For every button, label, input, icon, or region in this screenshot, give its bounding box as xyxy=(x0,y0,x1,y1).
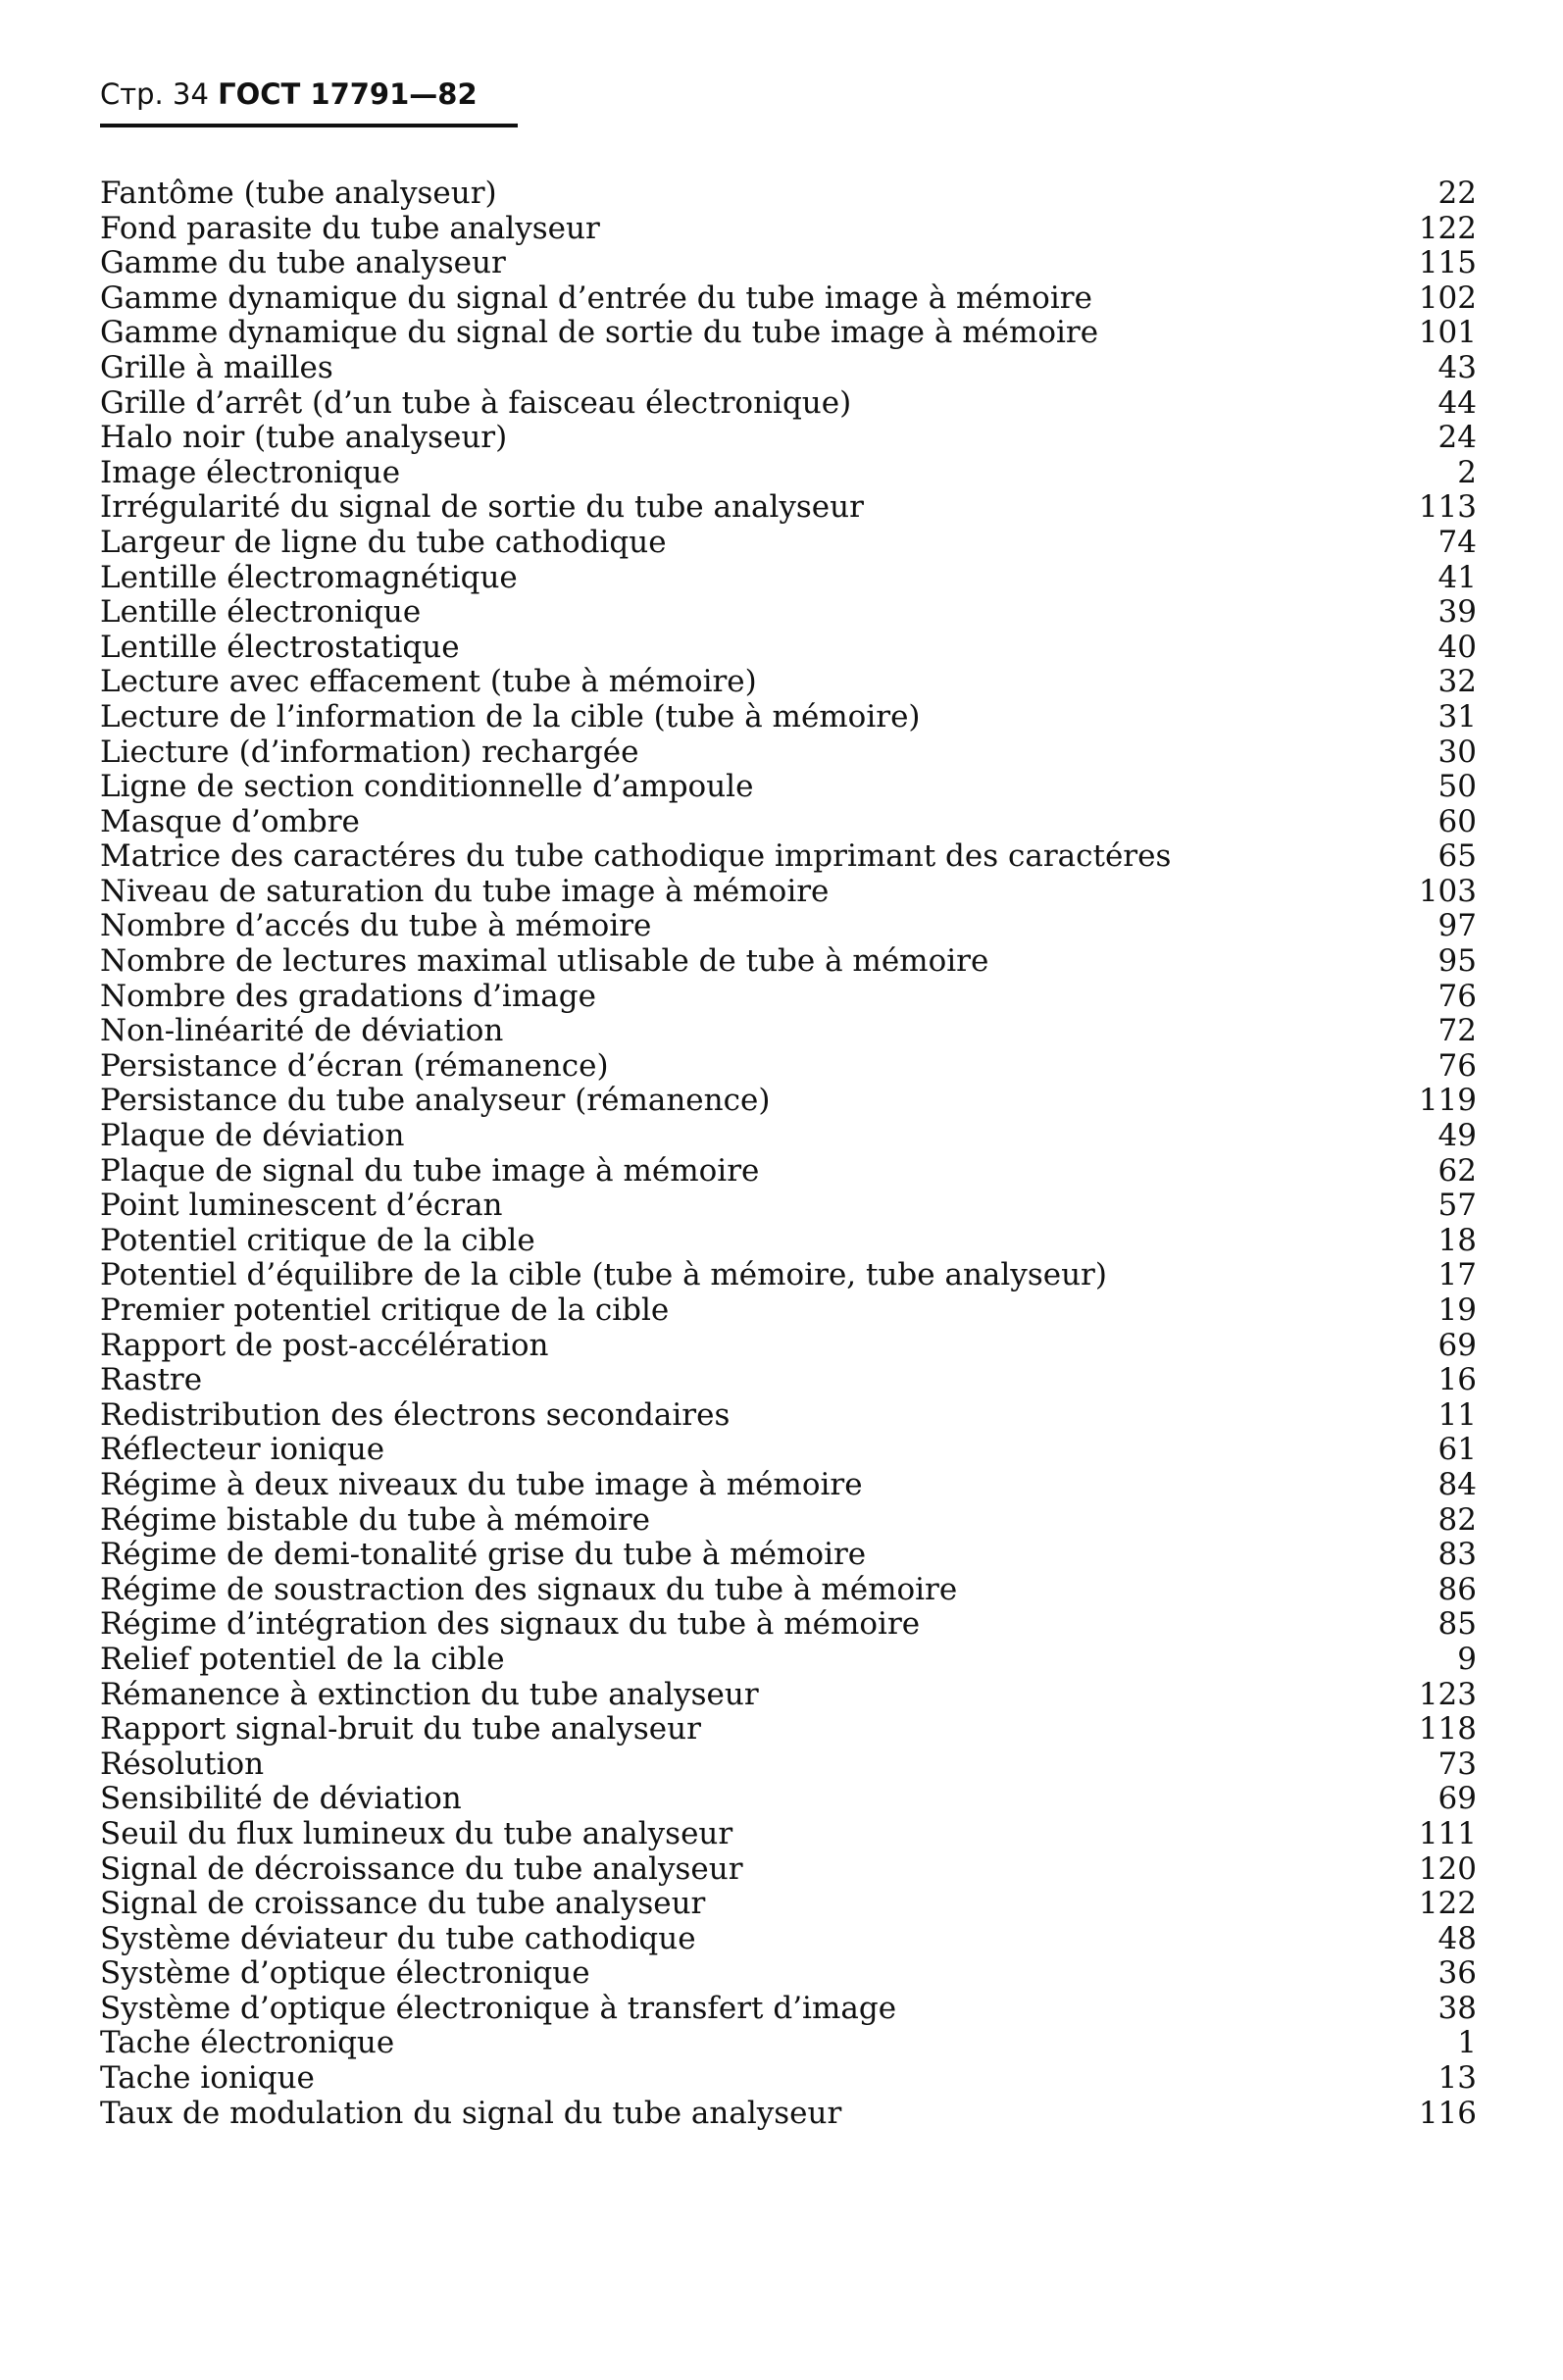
index-page-number: 82 xyxy=(1437,1501,1477,1538)
index-entry xyxy=(100,1189,1477,1224)
index-term: Relief potentiel de la cible xyxy=(100,1641,505,1677)
index-entry xyxy=(100,2097,1477,2132)
index-entry xyxy=(100,386,1477,422)
index-entry xyxy=(100,1538,1477,1573)
index-term: Lentille électrostatique xyxy=(100,629,460,665)
index-term: Signal de croissance du tube analyseur xyxy=(100,1886,706,1922)
index-term: Potentiel critique de la cible xyxy=(100,1222,535,1258)
index-term: Sensibilité de déviation xyxy=(100,1781,462,1817)
index-entry xyxy=(100,700,1477,735)
index-page-number: 116 xyxy=(1418,2095,1477,2131)
header-rule xyxy=(100,124,518,127)
index-entry xyxy=(100,1154,1477,1190)
index-entry xyxy=(100,421,1477,456)
index-term: Plaque de signal du tube image à mémoire xyxy=(100,1152,760,1189)
index-term: Rémanence à extinction du tube analyseur xyxy=(100,1676,759,1712)
index-page-number: 118 xyxy=(1418,1711,1477,1747)
index-term: Régime d’intégration des signaux du tube à mémoire xyxy=(100,1606,921,1643)
index-page-number: 119 xyxy=(1418,1083,1477,1119)
index-term: Seuil du flux lumineux du tube analyseur xyxy=(100,1815,733,1851)
index-entry xyxy=(100,1922,1477,1957)
index-page-number: 57 xyxy=(1437,1188,1477,1224)
index-term: Nombre des gradations d’image xyxy=(100,978,596,1014)
index-page-number: 86 xyxy=(1437,1571,1477,1607)
index-page-number: 24 xyxy=(1437,420,1477,456)
index-page-number: 43 xyxy=(1437,349,1477,385)
index-entry xyxy=(100,1817,1477,1852)
index-entry xyxy=(100,1224,1477,1259)
index-entry xyxy=(100,1363,1477,1398)
index-term: Régime de demi-tonalité grise du tube à mémoire xyxy=(100,1537,867,1573)
index-page-number: 17 xyxy=(1437,1257,1477,1293)
index-entry xyxy=(100,2026,1477,2061)
index-page-number: 60 xyxy=(1437,803,1477,839)
index-term: Réflecteur ionique xyxy=(100,1432,385,1468)
index-term: Halo noir (tube analyseur) xyxy=(100,420,508,456)
index-page-number: 84 xyxy=(1437,1466,1477,1502)
index-page-number: 72 xyxy=(1437,1013,1477,1049)
index-entry xyxy=(100,456,1477,491)
index-term: Plaque de déviation xyxy=(100,1118,405,1154)
index-term: Liecture (d’information) rechargée xyxy=(100,734,639,770)
index-term: Résolution xyxy=(100,1746,265,1782)
index-term: Persistance d’écran (rémanence) xyxy=(100,1047,609,1084)
index-entry xyxy=(100,1293,1477,1329)
index-page-number: 122 xyxy=(1418,210,1477,246)
index-page-number: 102 xyxy=(1418,279,1477,316)
index-page-number: 19 xyxy=(1437,1292,1477,1328)
index-entry xyxy=(100,1258,1477,1293)
index-page-number: 76 xyxy=(1437,978,1477,1014)
index-page-number: 18 xyxy=(1437,1222,1477,1258)
index-page-number: 120 xyxy=(1418,1850,1477,1887)
index-term: Niveau de saturation du tube image à mémoire xyxy=(100,873,830,909)
index-page-number: 13 xyxy=(1437,2060,1477,2097)
index-term: Rapport signal-bruit du tube analyseur xyxy=(100,1711,701,1747)
index-term: Point luminescent d’écran xyxy=(100,1188,503,1224)
index-entry xyxy=(100,351,1477,386)
index-term: Grille à mailles xyxy=(100,349,333,385)
index-term: Fantôme (tube analyseur) xyxy=(100,176,497,211)
index-page-number: 123 xyxy=(1418,1676,1477,1712)
index-page-number: 62 xyxy=(1437,1152,1477,1189)
index-entry xyxy=(100,561,1477,596)
index-page-number: 69 xyxy=(1437,1781,1477,1817)
index-term: Non-linéarité de déviation xyxy=(100,1013,504,1049)
index-entry xyxy=(100,1468,1477,1503)
index-page-number: 32 xyxy=(1437,664,1477,700)
index-term: Gamme dynamique du signal d’entrée du tube image à mémoire xyxy=(100,279,1092,316)
index-entry xyxy=(100,1782,1477,1817)
index-term: Gamme du tube analyseur xyxy=(100,245,506,281)
index-entry xyxy=(100,526,1477,561)
index-term: Taux de modulation du signal du tube analyseur xyxy=(100,2095,842,2131)
index-page-number: 103 xyxy=(1418,873,1477,909)
index-term: Grille d’arrêt (d’un tube à faisceau électronique) xyxy=(100,384,852,421)
index-entry xyxy=(100,735,1477,771)
index-page-number: 44 xyxy=(1437,384,1477,421)
index-term: Lentille électronique xyxy=(100,594,422,631)
index-term: Système d’optique électronique xyxy=(100,1955,590,1992)
page-number-label: Стр. 34 xyxy=(100,77,209,111)
index-entry xyxy=(100,944,1477,980)
index-entry xyxy=(100,980,1477,1015)
index-term: Tache électronique xyxy=(100,2025,395,2061)
index-page-number: 85 xyxy=(1437,1606,1477,1643)
index-term: Matrice des caractéres du tube cathodique imprimant des caractéres xyxy=(100,838,1172,875)
index-page-number: 11 xyxy=(1437,1396,1477,1433)
index-entry xyxy=(100,1503,1477,1539)
index-term: Lecture avec effacement (tube à mémoire) xyxy=(100,664,757,700)
index-page-number: 61 xyxy=(1437,1432,1477,1468)
index-page-number: 48 xyxy=(1437,1920,1477,1956)
index-term: Système déviateur du tube cathodique xyxy=(100,1920,696,1956)
index-page-number: 95 xyxy=(1437,943,1477,980)
index-entry xyxy=(100,1398,1477,1434)
index-entry xyxy=(100,212,1477,247)
index-term: Régime bistable du tube à mémoire xyxy=(100,1501,650,1538)
index-entry xyxy=(100,1433,1477,1468)
index-entry xyxy=(100,1084,1477,1119)
index-entry xyxy=(100,316,1477,351)
index-entry xyxy=(100,1712,1477,1747)
index-entry xyxy=(100,1329,1477,1364)
index-entry xyxy=(100,1887,1477,1922)
index-entry xyxy=(100,1678,1477,1713)
index-page-number: 115 xyxy=(1418,245,1477,281)
index-entry xyxy=(100,1747,1477,1783)
index-page-number: 69 xyxy=(1437,1327,1477,1363)
index-entry xyxy=(100,1852,1477,1888)
index-page-number: 22 xyxy=(1437,176,1477,211)
index-entry xyxy=(100,246,1477,281)
index-page-number: 31 xyxy=(1437,698,1477,734)
index-term: Image électronique xyxy=(100,454,401,490)
index-page-number: 16 xyxy=(1437,1362,1477,1398)
index-term: Premier potentiel critique de la cible xyxy=(100,1292,670,1328)
index-entry xyxy=(100,1956,1477,1992)
index-entry xyxy=(100,2061,1477,2097)
index-term: Système d’optique électronique à transfert d’image xyxy=(100,1990,897,2026)
index-term: Nombre d’accés du tube à mémoire xyxy=(100,908,652,944)
page-header xyxy=(100,75,522,114)
index-entry xyxy=(100,1607,1477,1643)
index-entry xyxy=(100,281,1477,317)
index-list xyxy=(100,177,1477,2131)
index-term: Gamme dynamique du signal de sortie du tube image à mémoire xyxy=(100,315,1099,351)
index-term: Largeur de ligne du tube cathodique xyxy=(100,524,667,560)
index-entry xyxy=(100,1014,1477,1049)
index-page-number: 40 xyxy=(1437,629,1477,665)
index-page-number: 2 xyxy=(1457,454,1477,490)
index-page-number: 113 xyxy=(1418,489,1477,526)
index-term: Persistance du tube analyseur (rémanence) xyxy=(100,1083,771,1119)
index-page-number: 9 xyxy=(1457,1641,1477,1677)
index-entry xyxy=(100,1992,1477,2027)
index-term: Rapport de post-accélération xyxy=(100,1327,549,1363)
index-entry xyxy=(100,595,1477,631)
index-entry xyxy=(100,909,1477,944)
index-term: Rastre xyxy=(100,1362,203,1398)
index-page-number: 50 xyxy=(1437,769,1477,805)
index-term: Irrégularité du signal de sortie du tube analyseur xyxy=(100,489,864,526)
index-term: Signal de décroissance du tube analyseur xyxy=(100,1850,743,1887)
index-term: Tache ionique xyxy=(100,2060,315,2097)
index-page-number: 76 xyxy=(1437,1047,1477,1084)
index-entry xyxy=(100,1049,1477,1085)
index-entry xyxy=(100,1119,1477,1154)
index-entry xyxy=(100,1573,1477,1608)
index-term: Potentiel d’équilibre de la cible (tube à mémoire, tube analyseur) xyxy=(100,1257,1107,1293)
index-page-number: 41 xyxy=(1437,559,1477,595)
index-page-number: 38 xyxy=(1437,1990,1477,2026)
index-page-number: 49 xyxy=(1437,1118,1477,1154)
index-page-number: 122 xyxy=(1418,1886,1477,1922)
index-term: Régime à deux niveaux du tube image à mémoire xyxy=(100,1466,863,1502)
index-entry xyxy=(100,177,1477,212)
index-page-number: 83 xyxy=(1437,1537,1477,1573)
index-term: Fond parasite du tube analyseur xyxy=(100,210,600,246)
index-entry xyxy=(100,770,1477,805)
index-page-number: 97 xyxy=(1437,908,1477,944)
index-page-number: 101 xyxy=(1418,315,1477,351)
index-page-number: 1 xyxy=(1457,2025,1477,2061)
standard-designation: ГОСТ 17791—82 xyxy=(218,77,478,111)
index-term: Redistribution des électrons secondaires xyxy=(100,1396,731,1433)
index-term: Lecture de l’information de la cible (tube à mémoire) xyxy=(100,698,921,734)
index-term: Masque d’ombre xyxy=(100,803,360,839)
index-entry xyxy=(100,631,1477,666)
index-page-number: 65 xyxy=(1437,838,1477,875)
index-entry xyxy=(100,839,1477,875)
index-entry xyxy=(100,665,1477,700)
index-entry xyxy=(100,875,1477,910)
index-page-number: 30 xyxy=(1437,734,1477,770)
index-term: Régime de soustraction des signaux du tube à mémoire xyxy=(100,1571,958,1607)
index-term: Lentille électromagnétique xyxy=(100,559,518,595)
index-page-number: 39 xyxy=(1437,594,1477,631)
index-term: Nombre de lectures maximal utlisable de tube à mémoire xyxy=(100,943,989,980)
index-entry xyxy=(100,1643,1477,1678)
index-page-number: 74 xyxy=(1437,524,1477,560)
index-page-number: 73 xyxy=(1437,1746,1477,1782)
index-entry xyxy=(100,490,1477,526)
index-term: Ligne de section conditionnelle d’ampoule xyxy=(100,769,754,805)
index-entry xyxy=(100,805,1477,840)
index-page-number: 111 xyxy=(1418,1815,1477,1851)
index-page-number: 36 xyxy=(1437,1955,1477,1992)
